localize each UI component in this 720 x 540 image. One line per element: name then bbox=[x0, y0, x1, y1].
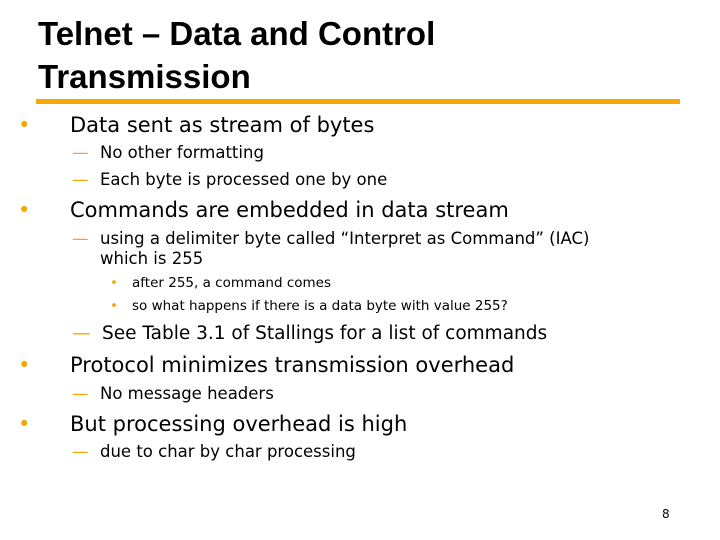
bullet-dot-icon: • bbox=[18, 412, 31, 436]
bullet-dot-icon: • bbox=[18, 198, 31, 222]
sub-bullet-text: No message headers bbox=[100, 384, 274, 403]
em-dash-icon: — bbox=[72, 170, 89, 189]
sub-bullet-text: No other formatting bbox=[100, 143, 264, 162]
bullet-text: But processing overhead is high bbox=[70, 412, 408, 436]
sub-bullet-text: due to char by char processing bbox=[100, 442, 356, 461]
em-dash-icon: — bbox=[72, 323, 91, 344]
sub-sub-bullet-text: after 255, a command comes bbox=[132, 275, 331, 291]
bullet-text: Data sent as stream of bytes bbox=[70, 113, 375, 137]
sub-sub-bullet-text: so what happens if there is a data byte with value 255? bbox=[132, 298, 508, 314]
slide-title bbox=[38, 12, 435, 98]
bullet-dot-icon: • bbox=[18, 353, 31, 377]
em-dash-icon: — bbox=[72, 143, 89, 162]
em-dash-icon: — bbox=[72, 384, 89, 403]
title-underline bbox=[36, 99, 680, 104]
sub-bullet-text-continued: which is 255 bbox=[100, 249, 204, 268]
slide-title-line-1: Telnet – Data and Control bbox=[38, 15, 436, 52]
sub-bullet-text: See Table 3.1 of Stallings for a list of commands bbox=[102, 323, 548, 344]
bullet-text: Protocol minimizes transmission overhead bbox=[70, 353, 515, 377]
bullet-dot-icon: • bbox=[18, 113, 31, 137]
bullet-dot-icon: • bbox=[110, 298, 118, 314]
bullet-dot-icon: • bbox=[110, 275, 118, 291]
slide-title-line-2: Transmission bbox=[38, 58, 251, 95]
bullet-text: Commands are embedded in data stream bbox=[70, 198, 509, 222]
page-number: 8 bbox=[662, 507, 670, 521]
em-dash-icon: — bbox=[72, 229, 89, 248]
em-dash-icon: — bbox=[72, 442, 89, 461]
sub-bullet-text: using a delimiter byte called “Interpret as Command” (IAC) bbox=[100, 229, 590, 248]
sub-bullet-text: Each byte is processed one by one bbox=[100, 170, 388, 189]
